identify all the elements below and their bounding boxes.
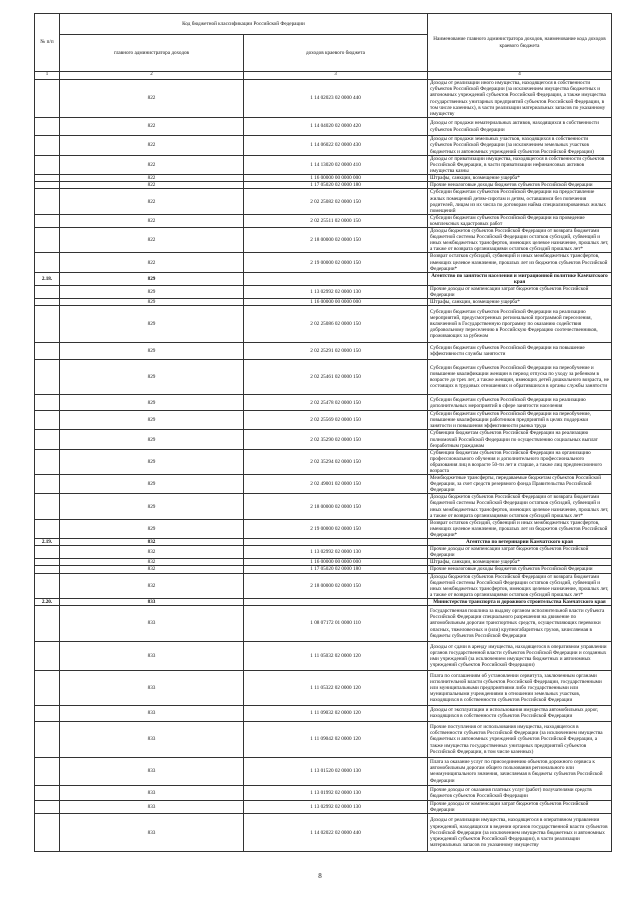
table-row xyxy=(35,494,612,519)
row-number xyxy=(35,343,60,360)
revenue-name: Доходы от эксплуатации и использования имущества автомобильных дорог, находящихся в собственности субъектов Российской Федерации xyxy=(428,705,612,721)
table-row xyxy=(35,360,612,395)
admin-code: 829 xyxy=(60,519,244,538)
admin-code: 833 xyxy=(60,785,244,800)
revenue-name: Доходы бюджетов субъектов Российской Федерации от возврата бюджетами бюджетной системы Российской Федерации остатков субсидий, субвенций и иных межбюджетных трансфертов, имеющих целевое назначение, прошлых лет, а также от возврата организациями остатков субсидий прошлых лет* xyxy=(428,494,612,519)
revenue-code: 2 02 49001 02 0000 150 xyxy=(244,475,428,494)
col-number: 1 xyxy=(35,72,60,80)
admin-code: 833 xyxy=(60,757,244,785)
table-row xyxy=(35,670,612,705)
admin-code: 822 xyxy=(60,175,244,182)
table-row xyxy=(35,800,612,813)
revenue-name: Субвенции бюджетам субъектов Российской Федерации на организацию профессионального обучения и дополнительного профессионального образования лиц в возрасте 50-ти лет и старше, а также лиц предпенсионного возраста xyxy=(428,449,612,474)
revenue-name: Штрафы, санкции, возмещение ущерба* xyxy=(428,559,612,566)
admin-code: 833 xyxy=(60,641,244,670)
row-number xyxy=(35,228,60,253)
table-row xyxy=(35,343,612,360)
table-row xyxy=(35,136,612,156)
row-number xyxy=(35,559,60,566)
revenue-name: Прочие доходы от компенсации затрат бюджетов субъектов Российской Федерации xyxy=(428,285,612,298)
revenue-code: 2 18 00000 02 0000 150 xyxy=(244,494,428,519)
revenue-name: Субсидии бюджетам субъектов Российской Федерации на проведение комплексных кадастровых работ xyxy=(428,214,612,227)
row-number xyxy=(35,306,60,343)
row-number xyxy=(35,175,60,182)
row-number xyxy=(35,670,60,705)
table-row xyxy=(35,573,612,598)
row-number xyxy=(35,253,60,272)
revenue-code: 1 14 02023 02 0000 440 xyxy=(244,80,428,118)
table-row xyxy=(35,253,612,272)
admin-code: 829 xyxy=(60,395,244,411)
table-row xyxy=(35,546,612,559)
page-number: 8 xyxy=(318,872,322,880)
revenue-code xyxy=(244,272,428,285)
revenue-name: Плата по соглашениям об установлении сервитута, заключенным органами исполнительной власти субъектов Российской Федерации, государственными или муниципальными предприятиями либо государственными или муниципальными учреждениями в отношении земельных участков, находящихся в собственности субъектов Российской Федерации xyxy=(428,670,612,705)
row-number xyxy=(35,411,60,430)
admin-code: 832 xyxy=(60,559,244,566)
row-number: 2.20. xyxy=(35,598,60,605)
admin-code: 822 xyxy=(60,228,244,253)
row-number xyxy=(35,641,60,670)
table-row xyxy=(35,705,612,721)
row-number xyxy=(35,494,60,519)
revenue-code: 2 02 35290 02 0000 150 xyxy=(244,430,428,449)
revenue-code: 1 16 00000 00 0000 000 xyxy=(244,299,428,306)
table-row xyxy=(35,641,612,670)
revenue-code: 1 17 05020 02 0000 180 xyxy=(244,566,428,573)
row-number xyxy=(35,214,60,227)
revenue-code: 2 02 25086 02 0000 150 xyxy=(244,306,428,343)
admin-code: 833 xyxy=(60,670,244,705)
row-number xyxy=(35,566,60,573)
table-row xyxy=(35,411,612,430)
revenue-name: Прочие доходы от оказания платных услуг (работ) получателями средств бюджетов субъектов Российской Федерации xyxy=(428,785,612,800)
revenue-name: Субвенции бюджетам субъектов Российской Федерации на реализацию полномочий Российской Федерации по осуществлению социальных выплат безработным гражданам xyxy=(428,430,612,449)
table-row xyxy=(35,605,612,641)
revenue-name: Субсидии бюджетам субъектов Российской Федерации на повышение эффективности службы занятости xyxy=(428,343,612,360)
row-number xyxy=(35,395,60,411)
header-budget-class-code: Код бюджетной классификации Российской Федерации xyxy=(60,14,428,35)
revenue-name: Субсидии бюджетам субъектов Российской Федерации на предоставление жилых помещений детям-сиротам и детям, оставшимся без попечения родителей, лицам из их числа по договорам найма специализированных жилых помещений xyxy=(428,189,612,214)
admin-code: 822 xyxy=(60,156,244,175)
revenue-code: 2 02 25569 02 0000 150 xyxy=(244,411,428,430)
admin-code: 829 xyxy=(60,285,244,298)
section-title: Министерство транспорта и дорожного строительства Камчатского края xyxy=(428,598,612,605)
row-number xyxy=(35,573,60,598)
table-body xyxy=(35,72,612,852)
revenue-code: 1 17 05020 02 0000 180 xyxy=(244,182,428,189)
table-row xyxy=(35,80,612,118)
revenue-name: Доходы бюджетов субъектов Российской Федерации от возврата бюджетами бюджетной системы Российской Федерации остатков субсидий, субвенций и иных межбюджетных трансфертов, имеющих целевое назначение, прошлых лет, а также от возврата организациями остатков субсидий прошлых лет* xyxy=(428,228,612,253)
row-number xyxy=(35,705,60,721)
table-row xyxy=(35,189,612,214)
row-number xyxy=(35,519,60,538)
row-number xyxy=(35,546,60,559)
table-row xyxy=(35,785,612,800)
admin-code: 829 xyxy=(60,430,244,449)
admin-code: 832 xyxy=(60,546,244,559)
revenue-code: 1 13 02992 02 0000 130 xyxy=(244,285,428,298)
col-number: 2 xyxy=(60,72,244,80)
row-number xyxy=(35,449,60,474)
admin-code: 832 xyxy=(60,573,244,598)
header-name: Наименование главного администратора доходов, наименование кода доходов краевого бюджета xyxy=(428,14,612,72)
admin-code: 833 xyxy=(60,598,244,605)
admin-code: 822 xyxy=(60,214,244,227)
admin-code: 833 xyxy=(60,800,244,813)
table-row xyxy=(35,285,612,298)
revenue-code: 1 13 01520 02 0000 130 xyxy=(244,757,428,785)
admin-code: 822 xyxy=(60,253,244,272)
revenue-name: Доходы от продажи нематериальных активов, находящихся в собственности субъектов Российской Федерации xyxy=(428,118,612,136)
header-num: № п/п xyxy=(35,14,60,72)
revenue-name: Межбюджетные трансферты, передаваемые бюджетам субъектов Российской Федерации, за счет средств резервного фонда Правительства Российской Федерации xyxy=(428,475,612,494)
table-row xyxy=(35,156,612,175)
revenue-code: 1 14 02022 02 0000 440 xyxy=(244,814,428,852)
revenue-code: 1 14 13020 02 0000 410 xyxy=(244,156,428,175)
table-row xyxy=(35,118,612,136)
revenue-code: 1 11 05322 02 0000 120 xyxy=(244,670,428,705)
revenue-name: Доходы бюджетов субъектов Российской Федерации от возврата бюджетами бюджетной системы Российской Федерации остатков субсидий, субвенций и иных межбюджетных трансфертов, имеющих целевое назначение, прошлых лет, а также от возврата организациями остатков субсидий прошлых лет* xyxy=(428,573,612,598)
revenue-name: Субсидии бюджетам субъектов Российской Федерации на переобучение и повышение квалификации женщин в период отпуска по уходу за ребенком в возрасте до трех лет, а также женщин, имеющих детей дошкольного возраста, не состоящих в трудовых отношениях и обратившихся в органы службы занятости xyxy=(428,360,612,395)
admin-code: 829 xyxy=(60,360,244,395)
revenue-code: 1 13 02992 02 0000 130 xyxy=(244,546,428,559)
revenue-name: Прочие неналоговые доходы бюджетов субъектов Российской Федерации xyxy=(428,566,612,573)
col-number: 4 xyxy=(428,72,612,80)
column-numbers-row xyxy=(35,72,612,80)
admin-code: 829 xyxy=(60,272,244,285)
revenue-code xyxy=(244,539,428,546)
header-row-1 xyxy=(35,14,612,35)
admin-code: 822 xyxy=(60,182,244,189)
revenue-code: 2 02 25291 02 0000 150 xyxy=(244,343,428,360)
table-row xyxy=(35,395,612,411)
admin-code: 829 xyxy=(60,343,244,360)
table-row xyxy=(35,814,612,852)
section-row xyxy=(35,539,612,546)
revenue-code xyxy=(244,598,428,605)
revenue-code: 2 02 25461 02 0000 150 xyxy=(244,360,428,395)
revenue-name: Прочие поступления от использования имущества, находящегося в собственности субъектов Российской Федерации (за исключением имущества бюджетных и автономных учреждений субъектов Российской Федерации, а также имущества государственных унитарных предприятий субъектов Российской Федерации, в том числе казенных) xyxy=(428,721,612,757)
table-row xyxy=(35,721,612,757)
row-number xyxy=(35,80,60,118)
row-number: 2.19. xyxy=(35,539,60,546)
table-row xyxy=(35,757,612,785)
row-number xyxy=(35,785,60,800)
header-chief-admin: главного администратора доходов xyxy=(60,35,244,72)
section-title: Агентство по занятости населения и миграционной политике Камчатского края xyxy=(428,272,612,285)
row-number xyxy=(35,118,60,136)
revenue-name: Доходы от продажи земельных участков, находящихся в собственности субъектов Российской Федерации (за исключением земельных участков бюджетных и автономных учреждений субъектов Российской Федерации) xyxy=(428,136,612,156)
row-number xyxy=(35,189,60,214)
row-number xyxy=(35,757,60,785)
table-row xyxy=(35,519,612,538)
revenue-code: 2 18 00000 02 0000 150 xyxy=(244,573,428,598)
revenue-code: 1 14 06022 02 0000 430 xyxy=(244,136,428,156)
row-number xyxy=(35,136,60,156)
table-row xyxy=(35,475,612,494)
admin-code: 829 xyxy=(60,475,244,494)
revenue-name: Штрафы, санкции, возмещение ущерба* xyxy=(428,299,612,306)
revenue-name: Государственная пошлина за выдачу органом исполнительной власти субъекта Российской Федерации специального разрешения на движение по автомобильным дорогам транспортных средств, осуществляющих перевозки опасных, тяжеловесных и (или) крупногабаритных грузов, зачисляемая в бюджеты субъектов Российской Федерации xyxy=(428,605,612,641)
row-number xyxy=(35,475,60,494)
revenue-code: 1 16 00000 00 0000 000 xyxy=(244,559,428,566)
revenue-code: 1 08 07172 01 0000 110 xyxy=(244,605,428,641)
revenue-code: 2 02 25478 02 0000 150 xyxy=(244,395,428,411)
row-number xyxy=(35,605,60,641)
revenue-code: 2 19 00000 02 0000 150 xyxy=(244,253,428,272)
revenue-name: Субсидии бюджетам субъектов Российской Федерации на реализацию дополнительных мероприятий в сфере занятости населения xyxy=(428,395,612,411)
table-row xyxy=(35,430,612,449)
revenue-code: 2 02 35294 02 0000 150 xyxy=(244,449,428,474)
revenue-name: Возврат остатков субсидий, субвенций и иных межбюджетных трансфертов, имеющих целевое назначение, прошлых лет из бюджетов субъектов Российской Федерации* xyxy=(428,519,612,538)
admin-code: 822 xyxy=(60,80,244,118)
table-row xyxy=(35,228,612,253)
revenue-code: 1 16 00000 00 0000 000 xyxy=(244,175,428,182)
revenue-name: Субсидии бюджетам субъектов Российской Федерации на реализацию мероприятий, предусмотренных региональной программой переселения, включенной в Государственную программу по оказанию содействия добровольному переселению в Российскую Федерацию соотечественников, проживающих за рубежом xyxy=(428,306,612,343)
revenue-code: 1 11 05032 02 0000 120 xyxy=(244,641,428,670)
revenue-name: Доходы от реализации иного имущества, находящегося в собственности субъектов Российской Федерации (за исключением имущества бюджетных и автономных учреждений субъектов Российской Федерации, а также имущества государственных унитарных предприятий субъектов Российской Федерации, в том числе казенных), в части реализации материальных запасов по указанному имуществу xyxy=(428,80,612,118)
revenue-name: Доходы от приватизации имущества, находящегося в собственности субъектов Российской Федерации, в части приватизации нефинансовых активов имущества казны xyxy=(428,156,612,175)
revenue-code: 1 11 09042 02 0000 120 xyxy=(244,721,428,757)
row-number: 2.18. xyxy=(35,272,60,285)
row-number xyxy=(35,721,60,757)
table-row xyxy=(35,182,612,189)
table-row xyxy=(35,214,612,227)
row-number xyxy=(35,299,60,306)
section-row xyxy=(35,598,612,605)
revenue-code: 1 14 04020 02 0000 420 xyxy=(244,118,428,136)
revenue-code: 1 13 01992 02 0000 130 xyxy=(244,785,428,800)
admin-code: 829 xyxy=(60,494,244,519)
row-number xyxy=(35,430,60,449)
table-row xyxy=(35,566,612,573)
header-revenue-code: доходов краевого бюджета xyxy=(244,35,428,72)
admin-code: 822 xyxy=(60,136,244,156)
row-number xyxy=(35,182,60,189)
table-row xyxy=(35,299,612,306)
revenue-name: Возврат остатков субсидий, субвенций и иных межбюджетных трансфертов, имеющих целевое назначение, прошлых лет из бюджетов субъектов Российской Федерации* xyxy=(428,253,612,272)
revenue-name: Доходы от реализации имущества, находящегося в оперативном управлении учреждений, находящихся в ведении органов государственной власти субъектов Российской Федерации (за исключением имущества бюджетных и автономных учреждений субъектов Российской Федерации), в части реализации материальных запасов по указанному имуществу xyxy=(428,814,612,852)
col-number: 3 xyxy=(244,72,428,80)
table-row xyxy=(35,306,612,343)
revenue-code: 2 19 00000 02 0000 150 xyxy=(244,519,428,538)
revenue-name: Доходы от сдачи в аренду имущества, находящегося в оперативном управлении органов государственной власти субъектов Российской Федерации и созданных ими учреждений (за исключением имущества бюджетных и автономных учреждений субъектов Российской Федерации) xyxy=(428,641,612,670)
revenue-table xyxy=(34,13,612,852)
revenue-code: 1 11 09032 02 0000 120 xyxy=(244,705,428,721)
admin-code: 829 xyxy=(60,411,244,430)
admin-code: 829 xyxy=(60,306,244,343)
revenue-code: 1 13 02992 02 0000 130 xyxy=(244,800,428,813)
table-row xyxy=(35,175,612,182)
revenue-code: 2 02 25082 02 0000 150 xyxy=(244,189,428,214)
row-number xyxy=(35,285,60,298)
revenue-table-sheet xyxy=(34,13,612,852)
section-title: Агентство по ветеринарии Камчатского края xyxy=(428,539,612,546)
admin-code: 833 xyxy=(60,814,244,852)
row-number xyxy=(35,814,60,852)
revenue-name: Штрафы, санкции, возмещение ущерба* xyxy=(428,175,612,182)
admin-code: 822 xyxy=(60,118,244,136)
row-number xyxy=(35,800,60,813)
admin-code: 833 xyxy=(60,705,244,721)
admin-code: 829 xyxy=(60,449,244,474)
row-number xyxy=(35,360,60,395)
revenue-code: 2 18 00000 02 0000 150 xyxy=(244,228,428,253)
revenue-code: 2 02 25511 02 0000 150 xyxy=(244,214,428,227)
revenue-name: Прочие неналоговые доходы бюджетов субъектов Российской Федерации xyxy=(428,182,612,189)
section-row xyxy=(35,272,612,285)
admin-code: 832 xyxy=(60,566,244,573)
revenue-name: Субсидии бюджетам субъектов Российской Федерации на переобучение, повышение квалификации работников предприятий в целях поддержки занятости и повышения эффективности рынка труда xyxy=(428,411,612,430)
table-row xyxy=(35,559,612,566)
admin-code: 822 xyxy=(60,189,244,214)
row-number xyxy=(35,156,60,175)
table-row xyxy=(35,449,612,474)
admin-code: 833 xyxy=(60,605,244,641)
admin-code: 829 xyxy=(60,299,244,306)
revenue-name: Прочие доходы от компенсации затрат бюджетов субъектов Российской Федерации xyxy=(428,800,612,813)
admin-code: 832 xyxy=(60,539,244,546)
revenue-name: Плата за оказание услуг по присоединению объектов дорожного сервиса к автомобильным дорогам общего пользования регионального или межмуниципального значения, зачисляемая в бюджеты субъектов Российской Федерации xyxy=(428,757,612,785)
revenue-name: Прочие доходы от компенсации затрат бюджетов субъектов Российской Федерации xyxy=(428,546,612,559)
admin-code: 833 xyxy=(60,721,244,757)
